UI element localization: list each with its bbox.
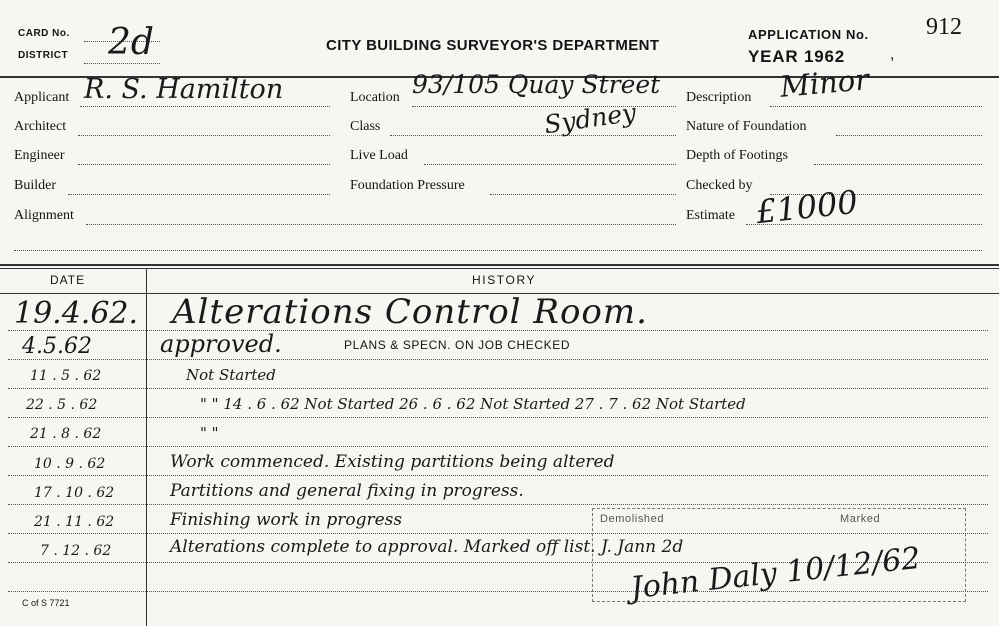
history-entry: Alterations complete to approval. Marked off list. J. Jann 2d: [170, 537, 684, 557]
district-value: 2d: [108, 22, 154, 63]
application-number: 912: [926, 14, 962, 40]
column-divider: [146, 268, 147, 626]
row-rule-6: [8, 475, 988, 476]
history-entry: approved.: [160, 330, 282, 358]
history-date: 21 . 8 . 62: [30, 426, 102, 442]
fields-bottom-line: [14, 250, 982, 251]
year-mark: ,: [890, 46, 895, 63]
department-title: CITY BUILDING SURVEYOR'S DEPARTMENT: [326, 37, 660, 54]
stamp-typed-label: Demolished: [600, 513, 665, 525]
description-value: Minor: [778, 62, 871, 104]
checked-by-label: Checked by: [686, 178, 753, 193]
district-label: DISTRICT: [18, 50, 69, 61]
applicant-value: R. S. Hamilton: [84, 74, 284, 105]
row-rule-4: [8, 417, 988, 418]
history-entry: Work commenced. Existing partitions being altered: [170, 452, 615, 472]
application-label: APPLICATION No.: [748, 27, 869, 42]
depth-of-footings-label: Depth of Footings: [686, 148, 788, 163]
applicant-label: Applicant: [14, 90, 70, 105]
description-label: Description: [686, 90, 752, 105]
year-label: YEAR 1962: [748, 47, 845, 66]
location-label: Location: [350, 90, 400, 105]
row-rule-5: [8, 446, 988, 447]
history-date: 22 . 5 . 62: [26, 397, 98, 413]
history-date: 10 . 9 . 62: [34, 456, 106, 472]
builder-line: [68, 194, 330, 195]
foundation-pressure-label: Foundation Pressure: [350, 178, 465, 193]
row-rule-7: [8, 504, 988, 505]
stamp-marked-label: Marked: [840, 513, 881, 525]
nature-of-foundation-line: [836, 135, 982, 136]
alignment-line: [86, 224, 676, 225]
alignment-label: Alignment: [14, 208, 74, 223]
district-line: [84, 63, 160, 64]
history-date: 7 . 12 . 62: [40, 543, 112, 559]
history-date: 11 . 5 . 62: [30, 368, 102, 384]
nature-of-foundation-label: Nature of Foundation: [686, 119, 807, 134]
estimate-label: Estimate: [686, 208, 735, 223]
history-entry: Not Started: [186, 366, 276, 384]
live-load-line: [424, 164, 676, 165]
history-entry: " ": [200, 424, 219, 442]
class-label: Class: [350, 119, 381, 134]
history-date: 21 . 11 . 62: [34, 514, 115, 530]
location-value-city: Sydney: [542, 97, 638, 140]
engineer-label: Engineer: [14, 148, 65, 163]
card-no-label: CARD No.: [18, 28, 70, 39]
foundation-pressure-line: [490, 194, 676, 195]
history-column-header: HISTORY: [472, 273, 537, 287]
history-entry: Alterations Control Room.: [172, 292, 648, 332]
location-line: [412, 106, 676, 107]
architect-label: Architect: [14, 119, 67, 134]
typed-stamp: PLANS & SPECN. ON JOB CHECKED: [344, 338, 571, 352]
location-value-street: 93/105 Quay Street: [412, 70, 661, 99]
history-date: 17 . 10 . 62: [34, 485, 115, 501]
history-entry: Finishing work in progress: [170, 510, 403, 530]
history-entry: " " 14 . 6 . 62 Not Started 26 . 6 . 62 Not Started 27 . 7 . 62 Not Started: [200, 395, 746, 413]
builder-label: Builder: [14, 178, 56, 193]
row-rule-3: [8, 388, 988, 389]
form-code: C of S 7721: [22, 598, 70, 608]
applicant-line: [80, 106, 330, 107]
date-column-header: DATE: [50, 273, 86, 287]
row-rule-2: [8, 359, 988, 360]
estimate-value: £1000: [754, 182, 860, 232]
history-top-rule: [0, 264, 999, 266]
class-line: [390, 135, 676, 136]
description-line: [770, 106, 982, 107]
depth-of-footings-line: [814, 164, 982, 165]
history-date: 19.4.62.: [14, 296, 139, 331]
engineer-line: [78, 164, 330, 165]
history-entry: Partitions and general fixing in progress.: [170, 481, 524, 501]
history-date: 4.5.62: [22, 334, 92, 359]
signature: John Daly 10/12/62: [628, 540, 923, 607]
architect-line: [78, 135, 330, 136]
live-load-label: Live Load: [350, 148, 408, 163]
history-top-rule-2: [0, 268, 999, 269]
